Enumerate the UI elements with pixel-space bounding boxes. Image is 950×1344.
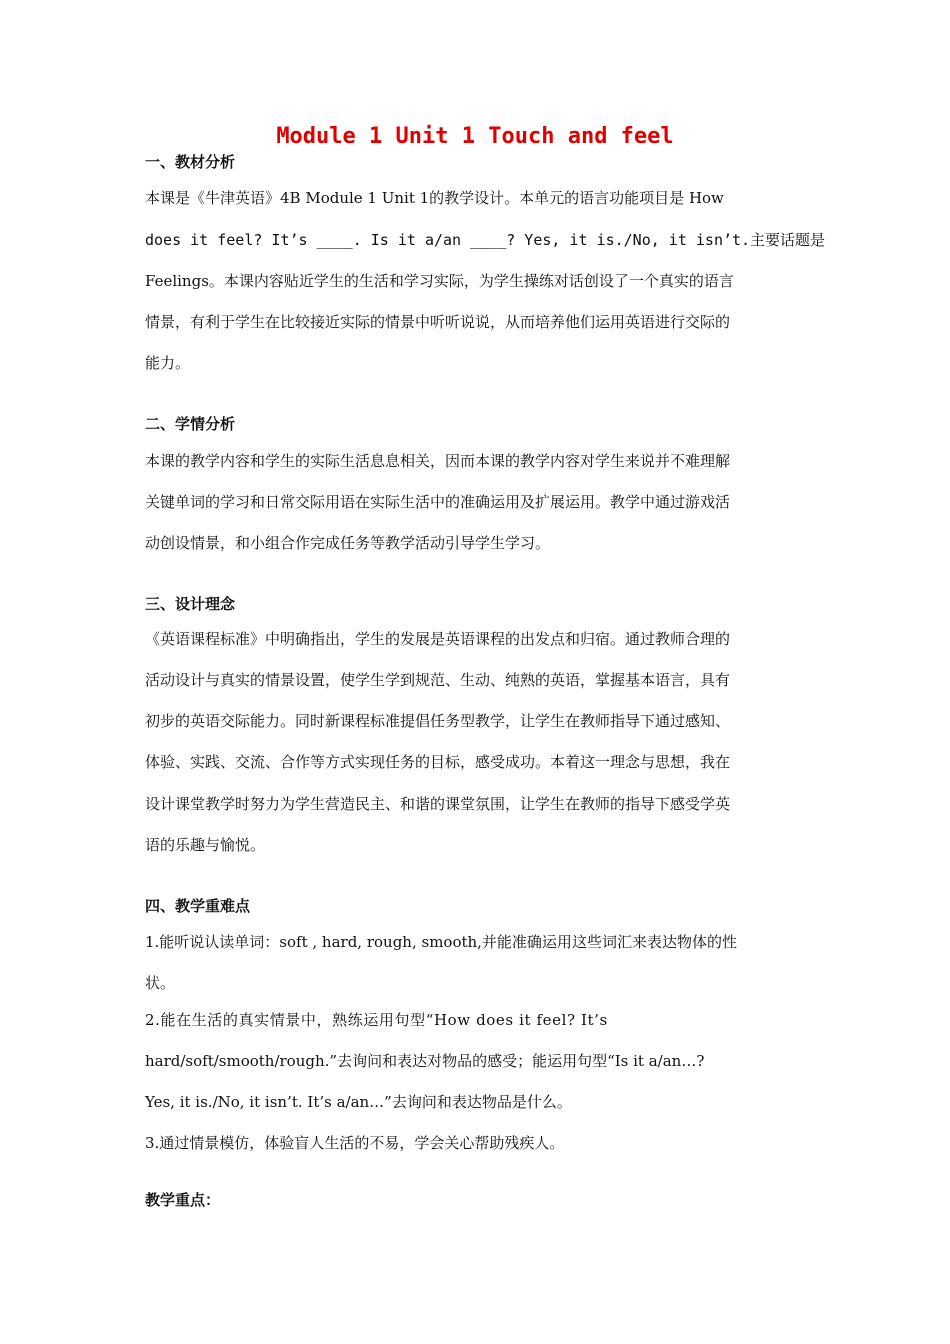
paragraph-line: 体验、实践、交流、合作等方式实现任务的目标，感受成功。本着这一理念与思想，我在 [145, 753, 731, 771]
section-heading-teaching-focus: 教学重点： [145, 1191, 221, 1209]
paragraph-line: 本课是《牛津英语》4B Module 1 Unit 1的教学设计。本单元的语言功能项目是 How [145, 189, 724, 207]
paragraph-line: 语的乐趣与愉悦。 [145, 836, 266, 854]
document-title: Module 1 Unit 1 Touch and feel [276, 124, 674, 149]
paragraph-line: 1.能听说认读单词：soft , hard, rough, smooth,并能准确运用这些词汇来表达物体的性 [145, 933, 737, 951]
section-heading-textbook-analysis: 一、教材分析 [145, 153, 236, 171]
paragraph-line: 情景，有利于学生在比较接近实际的情景中听听说说，从而培养他们运用英语进行交际的 [145, 313, 731, 331]
paragraph-line: hard/soft/smooth/rough.”去询问和表达对物品的感受；能运用句型“Is it a/an…? [145, 1052, 705, 1070]
paragraph-line: 活动设计与真实的情景设置，使学生学到规范、生动、纯熟的英语，掌握基本语言，具有 [145, 671, 731, 689]
paragraph-line: 设计课堂教学时努力为学生营造民主、和谐的课堂氛围，让学生在教师的指导下感受学英 [145, 795, 731, 813]
paragraph-line: Feelings。本课内容贴近学生的生活和学习实际，为学生操练对话创设了一个真实的语言 [145, 272, 734, 290]
paragraph-line: 2.能在生活的真实情景中，熟练运用句型“How does it feel? It’s [145, 1011, 608, 1029]
paragraph-line: 状。 [145, 974, 176, 992]
paragraph-line: 3.通过情景模仿，体验盲人生活的不易，学会关心帮助残疾人。 [145, 1134, 565, 1152]
section-heading-key-difficult-points: 四、教学重难点 [145, 897, 251, 915]
paragraph-line: does it feel? It’s ____. Is it a/an ____? Yes, it is./No, it isn’t.主要话题是 [145, 231, 826, 249]
paragraph-line: 本课的教学内容和学生的实际生活息息相关，因而本课的教学内容对学生来说并不难理解 [145, 452, 731, 470]
section-heading-learner-analysis: 二、学情分析 [145, 415, 236, 433]
paragraph-line: 能力。 [145, 354, 191, 372]
paragraph-line: Yes, it is./No, it isn’t. It’s a/an…”去询问和表达物品是什么。 [145, 1093, 572, 1111]
paragraph-line: 《英语课程标准》中明确指出，学生的发展是英语课程的出发点和归宿。通过教师合理的 [145, 630, 731, 648]
paragraph-line: 动创设情景，和小组合作完成任务等教学活动引导学生学习。 [145, 534, 551, 552]
paragraph-line: 初步的英语交际能力。同时新课程标准提倡任务型教学，让学生在教师指导下通过感知、 [145, 712, 731, 730]
section-heading-design-concept: 三、设计理念 [145, 595, 236, 613]
paragraph-line: 关键单词的学习和日常交际用语在实际生活中的准确运用及扩展运用。教学中通过游戏活 [145, 493, 731, 511]
